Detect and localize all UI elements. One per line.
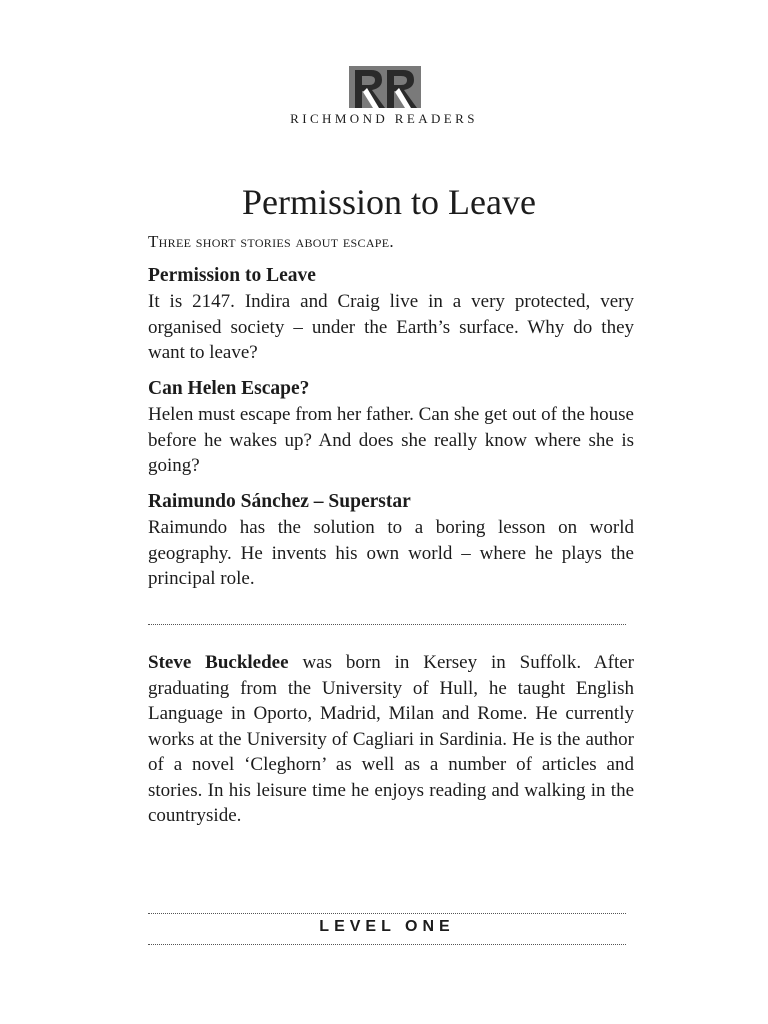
author-name: Steve Buckledee — [148, 652, 289, 673]
story-summary — [148, 376, 634, 479]
author-bio — [148, 650, 634, 829]
level-label: LEVEL ONE — [319, 918, 455, 935]
story-summary — [148, 263, 634, 366]
dotted-divider — [148, 944, 626, 945]
story-summary — [148, 489, 634, 592]
story-description: Raimundo has the solution to a boring lesson on world geography. He invents his own world – where he plays the principal role. — [148, 517, 634, 589]
richmond-readers-logo-icon — [349, 66, 421, 108]
story-description: It is 2147. Indira and Craig live in a very protected, very organised society – under the Earth’s surface. Why do they want to leave? — [148, 291, 634, 363]
story-description: Helen must escape from her father. Can she get out of the house before he wakes up? And does she really know where she is going? — [148, 404, 634, 476]
brand-name: RICHMOND READERS — [290, 111, 478, 126]
dotted-divider — [148, 913, 626, 914]
tagline: Three short stories about escape. — [148, 232, 394, 251]
story-title: Permission to Leave — [148, 265, 316, 286]
author-bio-text: was born in Kersey in Suffolk. After graduating from the University of Hull, he taught English Language in Oporto, Madrid, Milan and Rome. He currently works at the University of Cagliari in Sardinia. He is the author of a novel ‘Cleghorn’ as well as a number of articles and stories. In his leisure time he enjoys reading and walking in the countryside. — [148, 652, 634, 826]
book-title: Permission to Leave — [242, 182, 536, 223]
story-title: Can Helen Escape? — [148, 378, 310, 399]
dotted-divider — [148, 624, 626, 625]
story-title: Raimundo Sánchez – Superstar — [148, 491, 411, 512]
